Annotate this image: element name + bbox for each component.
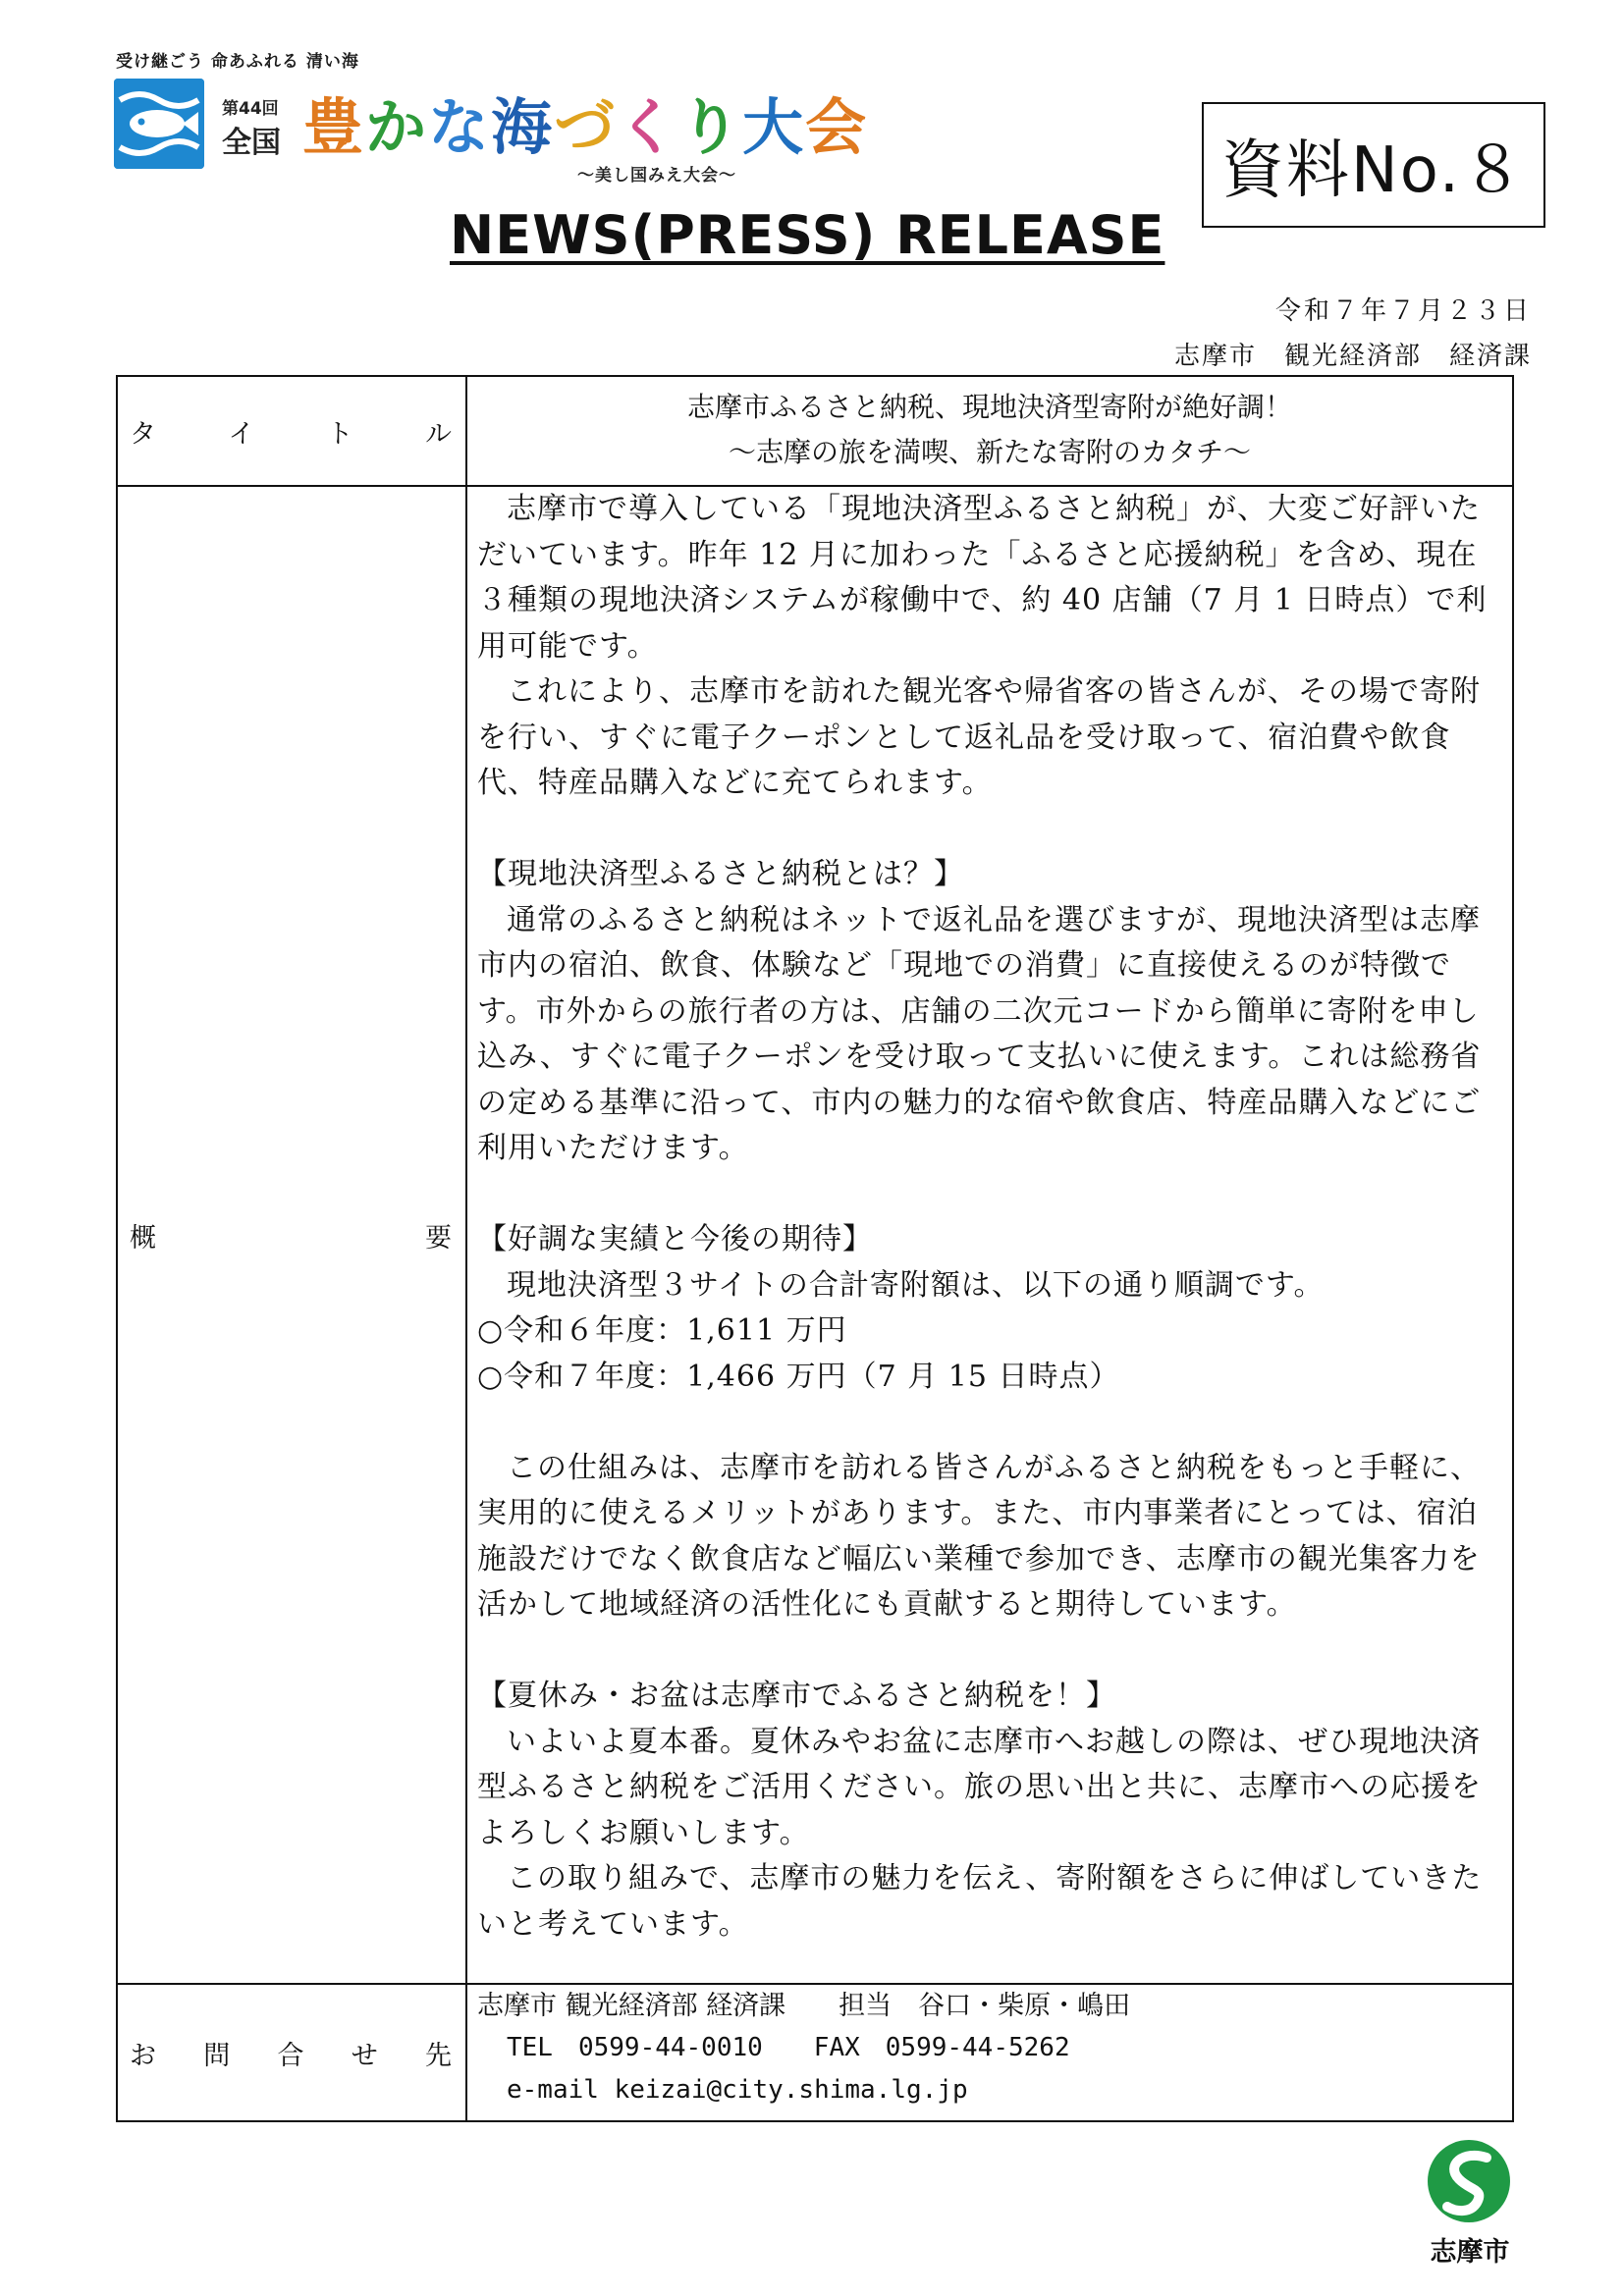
- event-name-char: り: [679, 91, 743, 163]
- document-number-box: [1202, 102, 1545, 228]
- summary-paragraph: 現地決済型３サイトの合計寄附額は、以下の通り順調です。: [507, 1267, 1325, 1303]
- release-date: 令和７年７月２３日: [1274, 296, 1532, 326]
- summary-paragraph: この取り組みで、志摩市の魅力を伝え、寄附額をさらに伸ばしていきたいと考えています。: [477, 1861, 1483, 1942]
- section-heading: 【夏休み・お盆は志摩市でふるさと納税を！】: [477, 1679, 1116, 1713]
- event-name-char: 海: [491, 91, 555, 163]
- contact-row: [117, 1984, 1513, 2121]
- event-name-logo: [302, 79, 868, 166]
- logo-national: 全国: [222, 126, 281, 160]
- summary-paragraph: この仕組みは、志摩市を訪れる皆さんがふるさと納税をもっと手軽に、実用的に使えるメリットがあります。また、市内事業者にとっては、宿泊施設だけでなく飲食店など幅広い業種で参加でき、志摩市の観光集客力を活かして地域経済の活性化にも貢献すると期待しています。: [477, 1450, 1481, 1622]
- event-name-char: 大: [742, 91, 806, 163]
- event-subtitle: ～美し国みえ大会～: [577, 166, 736, 186]
- summary-label: 概 要: [117, 486, 466, 1984]
- event-name-char: 会: [805, 91, 869, 163]
- event-name-char: 豊: [302, 91, 366, 163]
- event-name-char: な: [428, 91, 492, 163]
- logo-edition: 第44回: [222, 99, 279, 119]
- city-name: 志摩市: [1430, 2237, 1510, 2268]
- section-heading: 【好調な実績と今後の期待】: [477, 1222, 873, 1256]
- contact-content: [466, 1984, 1513, 2121]
- contact-phone-fax: TEL 0599-44-0010 FAX 0599-44-5262: [507, 2033, 1070, 2062]
- event-name-char: づ: [554, 91, 618, 163]
- summary-paragraph: 通常のふるさと納税はネットで返礼品を選びますが、現地決済型は志摩市内の宿泊、飲食、体験など「現地での消費」に直接使えるのが特徴です。市外からの旅行者の方は、店舗の二次元コードから簡単に寄附を申し込み、すぐに電子クーポンを受け取って支払いに使えます。これは総務省の定める基準に沿って、市内の魅力的な宿や飲食店、特産品購入などにご利用いただけます。: [477, 902, 1482, 1165]
- contact-department: 志摩市 観光経済部 経済課 担当 谷口・柴原・嶋田: [477, 1991, 1131, 2021]
- release-title: 志摩市ふるさと納税、現地決済型寄附が絶好調！: [686, 391, 1292, 423]
- title-label: タ イ ト ル: [117, 376, 466, 486]
- summary-paragraph: いよいよ夏本番。夏休みやお盆に志摩市へお越しの際は、ぜひ現地決済型ふるさと納税をご活用ください。旅の思い出と共に、志摩市への応援をよろしくお願いします。: [477, 1724, 1482, 1850]
- result-item: ○令和７年度：1,466 万円（7 月 15 日時点）: [477, 1359, 1120, 1394]
- release-subtitle: ～志摩の旅を満喫、新たな寄附のカタチ～: [728, 436, 1251, 468]
- summary-content: [466, 486, 1513, 1984]
- issuing-department: 志摩市 観光経済部 経済課: [1173, 342, 1532, 371]
- result-item: ○令和６年度：1,611 万円: [477, 1313, 847, 1348]
- event-name-char: く: [617, 91, 680, 163]
- logo-tagline: 受け継ごう 命あふれる 清い海: [116, 52, 359, 72]
- summary-row: [117, 486, 1513, 1984]
- event-name-char: か: [365, 91, 429, 163]
- summary-paragraph: 志摩市で導入している「現地決済型ふるさと納税」が、大変ご好評いただいています。昨年 12 月に加わった「ふるさと応援納税」を含め、現在３種類の現地決済システムが稼働中で、約 40 店舗（7 月 1 日時点）で利用可能です。: [477, 492, 1488, 664]
- contact-label: お 問 合 せ 先: [117, 1984, 466, 2121]
- document-number: 資料No.８: [1220, 134, 1527, 207]
- title-row: [117, 376, 1513, 486]
- press-release-table: [116, 375, 1514, 2122]
- section-heading: 【現地決済型ふるさと納税とは？】: [477, 857, 964, 891]
- news-release-title: NEWS(PRESS) RELEASE: [450, 204, 1165, 266]
- fish-wave-logo-icon: [114, 79, 204, 169]
- contact-email[interactable]: e-mail keizai@city.shima.lg.jp: [507, 2075, 968, 2105]
- title-content: [466, 376, 1513, 486]
- summary-paragraph: これにより、志摩市を訪れた観光客や帰省客の皆さんが、その場で寄附を行い、すぐに電子クーポンとして返礼品を受け取って、宿泊費や飲食代、特産品購入などに充てられます。: [477, 674, 1481, 800]
- shima-city-logo-icon: [1424, 2136, 1514, 2226]
